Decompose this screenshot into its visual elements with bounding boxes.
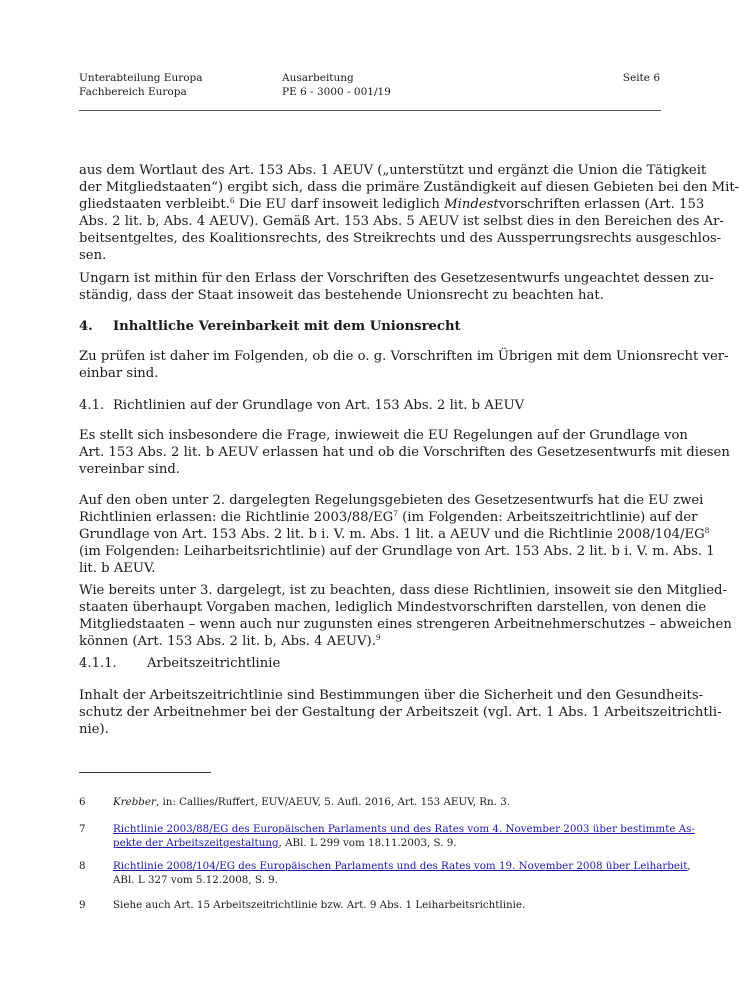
text-line: beitsentgeltes, des Koalitionsrechts, des Streikrechts und des Aussperrungsrechts ausgeschlos- bbox=[79, 231, 722, 246]
text-line: Abs. 2 lit. b, Abs. 4 AEUV). Gemäß Art. 153 Abs. 5 AEUV ist selbst dies in den Bereichen des Ar- bbox=[79, 214, 724, 229]
text-line: schutz der Arbeitnehmer bei der Gestaltung der Arbeitszeit (vgl. Art. 1 Abs. 1 Arbeitszeitrichtli- bbox=[79, 705, 722, 720]
footnote-text: , in: Callies/Ruffert, EUV/AEUV, 5. Aufl. 2016, Art. 153 AEUV, Rn. 3. bbox=[155, 796, 511, 808]
footnote-author: Krebber bbox=[113, 796, 156, 808]
footnote-text: ABl. L 327 vom 5.12.2008, S. 9. bbox=[113, 874, 278, 886]
footnote-number: 7 bbox=[79, 823, 86, 835]
text-line: Es stellt sich insbesondere die Frage, inwieweit die EU Regelungen auf der Grundlage von bbox=[79, 428, 688, 443]
footnote-link-directive-2003-88-cont[interactable]: pekte der Arbeitszeitgestaltung bbox=[113, 837, 279, 849]
section-number: 4.1.1. bbox=[79, 656, 117, 671]
footnote-ref-8[interactable]: 8 bbox=[704, 526, 710, 535]
footnote-9 bbox=[79, 898, 661, 912]
text-line: Richtlinien erlassen: die Richtlinie $2003/88/EG^7$ (im Folgenden: Arbeitszeitrichtlinie) auf der bbox=[79, 509, 698, 525]
text-line: ständig, dass der Staat insoweit das bestehende Unionsrecht zu beachten hat. bbox=[79, 288, 604, 303]
footnote-7 bbox=[79, 822, 695, 850]
section-title: Richtlinien auf der Grundlage von Art. 153 Abs. 2 lit. b AEUV bbox=[113, 398, 525, 413]
header-divider bbox=[79, 110, 661, 111]
text-line: Mitgliedstaaten – wenn auch nur zugunsten eines strengeren Arbeitnehmerschutzes – abweichen bbox=[79, 617, 732, 632]
text-line: vereinbar sind. bbox=[79, 462, 180, 477]
section-number: 4.1. bbox=[79, 398, 105, 413]
text-line: nie). bbox=[79, 722, 109, 737]
section-title: Arbeitszeitrichtlinie bbox=[147, 656, 281, 671]
footnote-8: 8 Richtlinie 2008/104/EG des Europäischen Parlaments und des Rates vom 19. November 2008 über Leiharbeit, ABl. L 327 vom 5.12.2008, S. 9. bbox=[79, 860, 691, 886]
text-line: können (Art. 153 Abs. 2 lit. b, Abs. 4 AEUV).$^9$ bbox=[79, 633, 381, 649]
footnote-text: Siehe auch Art. 15 Arbeitszeitrichtlinie bzw. Art. 9 Abs. 1 Leiharbeitsrichtlinie. bbox=[113, 899, 526, 911]
text-line: Ungarn ist mithin für den Erlass der Vorschriften des Gesetzesentwurfs ungeachtet dessen zu- bbox=[79, 271, 714, 286]
paragraph-working-time bbox=[79, 687, 722, 738]
text-line: sen. bbox=[79, 248, 107, 263]
header-department-line2: Fachbereich Europa bbox=[79, 86, 187, 98]
section-heading-4-1-1 bbox=[79, 656, 281, 671]
paragraph-directives bbox=[79, 492, 715, 577]
header-department-line1: Unterabteilung Europa bbox=[79, 72, 203, 84]
text-line: Wie bereits unter 3. dargelegt, ist zu beachten, dass diese Richtlinien, insoweit sie den Mitglied- bbox=[79, 583, 727, 598]
footnote-link-directive-2003-88[interactable]: Richtlinie 2003/88/EG des Europäischen Parlaments und des Rates vom 4. November 2003 über bestimmte As- bbox=[113, 823, 695, 835]
footnote-ref-9[interactable]: 9 bbox=[375, 633, 381, 642]
section-heading-4 bbox=[79, 319, 461, 334]
text-line: Auf den oben unter 2. dargelegten Regelungsgebieten des Gesetzesentwurfs hat die EU zwei bbox=[79, 493, 704, 508]
footnote-number: 8 bbox=[79, 860, 86, 872]
text-line: Inhalt der Arbeitszeitrichtlinie sind Bestimmungen über die Sicherheit und den Gesundheits- bbox=[79, 688, 704, 703]
paragraph-examination bbox=[79, 348, 729, 382]
footnote-number: 9 bbox=[79, 899, 86, 911]
text-line: der Mitgliedstaaten“) ergibt sich, dass die primäre Zuständigkeit auf diesen Gebieten bei den Mit- bbox=[79, 180, 739, 195]
header-document-number: PE 6 - 3000 - 001/19 bbox=[282, 86, 391, 98]
footnote-ref-7[interactable]: 7 bbox=[393, 509, 398, 518]
footnote-text: , ABl. L 299 vom 18.11.2003, S. 9. bbox=[278, 837, 457, 849]
footnote-link-directive-2008-104[interactable]: Richtlinie 2008/104/EG des Europäischen Parlaments und des Rates vom 19. November 2008 über Leiharbeit bbox=[113, 860, 688, 872]
footnote-divider bbox=[79, 772, 211, 773]
section-number: 4. bbox=[79, 319, 93, 334]
text-line: gliedstaaten verbleibt.$^6$ Die EU darf insoweit lediglich Mindestvorschriften erlassen (Art. 153 bbox=[79, 196, 705, 212]
text-line: (im Folgenden: Leiharbeitsrichtlinie) auf der Grundlage von Art. 153 Abs. 2 lit. b i. V. m. Abs. 1 bbox=[79, 544, 715, 559]
text-line: Zu prüfen ist daher im Folgenden, ob die o. g. Vorschriften im Übrigen mit dem Unionsrecht ver- bbox=[79, 349, 729, 364]
text-line: Grundlage von Art. 153 Abs. 2 lit. b i. V. m. Abs. 1 lit. a AEUV und die Richtlinie $2008/104/EG^8$ bbox=[79, 526, 710, 542]
paragraph-hungary bbox=[79, 270, 714, 304]
section-heading-4-1 bbox=[79, 398, 525, 413]
header-page-number: Seite 6 bbox=[622, 72, 660, 84]
text-line: lit. b AEUV. bbox=[79, 561, 156, 576]
paragraph-competence bbox=[79, 162, 739, 264]
footnote-ref-6[interactable]: 6 bbox=[229, 196, 235, 205]
section-title: Inhaltliche Vereinbarkeit mit dem Unionsrecht bbox=[113, 319, 461, 334]
text-line: staaten überhaupt Vorgaben machen, lediglich Mindestvorschriften darstellen, von denen die bbox=[79, 600, 707, 615]
text-line: einbar sind. bbox=[79, 366, 159, 381]
header-document bbox=[282, 71, 391, 99]
text-line: Art. 153 Abs. 2 lit. b AEUV erlassen hat und ob die Vorschriften des Gesetzesentwurfs mit diesen bbox=[79, 445, 730, 460]
header-department bbox=[79, 71, 203, 99]
paragraph-minimum-rules bbox=[79, 582, 732, 650]
footnote-6 bbox=[79, 795, 661, 809]
paragraph-question bbox=[79, 427, 730, 478]
footnote-number: 6 bbox=[79, 796, 86, 808]
text-line: aus dem Wortlaut des Art. 153 Abs. 1 AEUV („unterstützt und ergänzt die Union die Tätigkeit bbox=[79, 163, 707, 178]
header-document-type: Ausarbeitung bbox=[282, 72, 354, 84]
